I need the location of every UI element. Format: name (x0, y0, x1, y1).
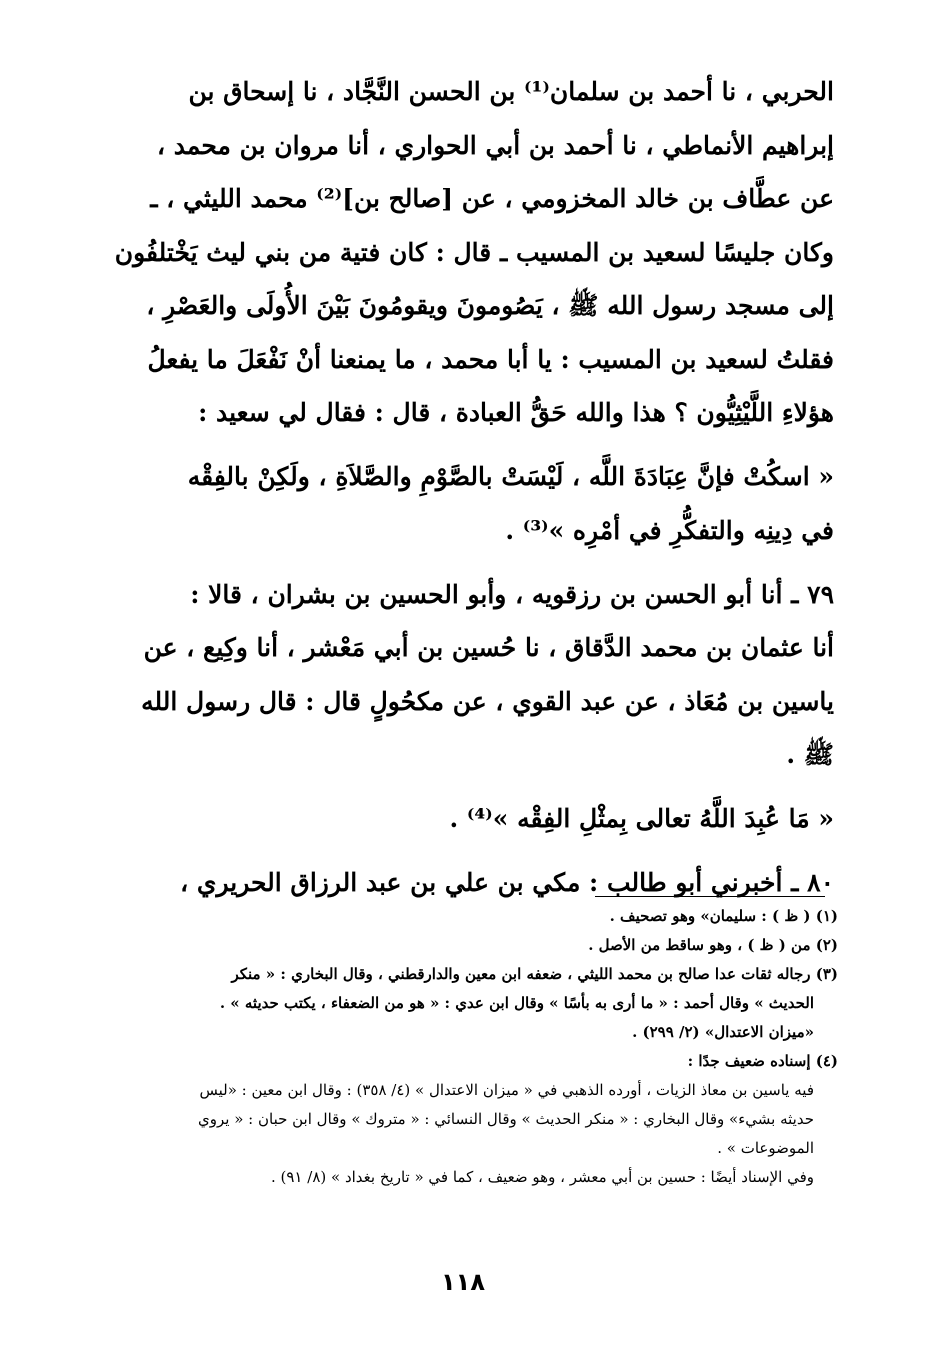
text-line: إلى مسجد رسول الله ﷺ ، يَصُومونَ ويقومُونَ بَيْنَ الأُولَى والعَصْرِ ، (146, 291, 834, 320)
footnote-4-continued: فيه ياسين بن معاذ الزيات ، أورده الذهبي في « ميزان الاعتدال » (٤/ ٣٥٨) : وقال ابن معين : «ليس (199, 1081, 814, 1099)
footnote-3-continued: «ميزان الاعتدال» (٢/ ٢٩٩) . (632, 1023, 814, 1041)
text-line: أنا عثمان بن محمد الدَّقاق ، نا حُسين بن أبي مَعْشر ، أنا وكِيع ، عن (143, 633, 834, 662)
footnotes (78, 906, 838, 1196)
footnote-divider (595, 896, 825, 897)
main-text (84, 74, 834, 919)
quote-line: « اسكُتْ فإنَّ عِبَادَةَ اللَّه ، لَيْسَتْ بالصَّوْمِ والصَّلاَةِ ، ولَكِنْ بالفِقْه (187, 462, 834, 491)
footnote-4-continued: حديثه بشيء» وقال البخاري : « منكر الحديث » وقال النسائي : « متروك » وقال ابن حبان : « يروي (198, 1110, 814, 1128)
quote-line: في دِينِه والتفكُّرِ في أمْرِه »⁽³⁾ . (505, 515, 834, 545)
quote-line: « مَا عُبِدَ اللَّهُ تعالى بِمثْلِ الفِقْه »⁽⁴⁾ . (449, 804, 834, 833)
text-line: فقلتُ لسعيد بن المسيب : يا أبا محمد ، ما يمنعنا أنْ نَفْعَلَ ما يفعلُ (147, 344, 834, 374)
page-number: ١١٨ (441, 1268, 485, 1296)
text-line: إبراهيم الأنماطي ، نا أحمد بن أبي الحواري ، أنا مروان بن محمد ، (157, 130, 834, 160)
footnote-4: (٤) إسناده ضعيف جدًا : (687, 1052, 838, 1070)
text-line: الحربي ، نا أحمد بن سلمان⁽¹⁾ بن الحسن النَّجَّاد ، نا إسحاق بن (188, 77, 834, 106)
footnote-4-continued: وفي الإسناد أيضًا : حسين بن أبي معشر ، وهو ضعيف ، كما في « تاريخ بغداد » (٨/ ٩١) . (270, 1168, 814, 1186)
text-line: وكان جليسًا لسعيد بن المسيب ـ قال : كان فتية من بني ليث يَخْتلفُون (114, 237, 834, 267)
hadith-79-line: ٧٩ ـ أنا أبو الحسن بن رزقويه ، وأبو الحسين بن بشران ، قالا : (190, 579, 834, 609)
footnote-2: (٢) من ( ظ ) ، وهو ساقط من الأصل . (588, 936, 838, 954)
footnote-3: (٣) رجاله ثقات عدا صالح بن محمد الليثي ، ضعفه ابن معين والدارقطني ، وقال البخاري : « منكر (231, 965, 838, 983)
hadith-80-line: ٨٠ ـ أخبرني أبو طالب : مكي بن علي بن عبد الرزاق الحريري ، (180, 868, 834, 897)
text-line: عن عطَّاف بن خالد المخزومي ، عن [صالح بن]⁽²⁾ محمد الليثي ، ـ (150, 184, 834, 213)
footnote-3-continued: الحديث » وقال أحمد : « ما أرى به بأسًا » وقال ابن عدي : « هو من الضعفاء ، يكتب حديثه » . (219, 994, 814, 1012)
text-line: ﷺ . (786, 740, 834, 769)
text-line: ياسين بن مُعَاذ ، عن عبد القوي ، عن مكحُولٍ قال : قال رسول الله (141, 686, 834, 716)
footnote-1: (١) ( ظ ) : سليمان» وهو تصحيف . (609, 907, 838, 925)
text-line: هؤلاءِ اللَّيْثِيُّون ؟ هذا والله حَقُّ العبادة ، قال : فقال لي سعيد : (198, 398, 834, 427)
footnote-4-continued: الموضوعات » . (717, 1139, 814, 1157)
